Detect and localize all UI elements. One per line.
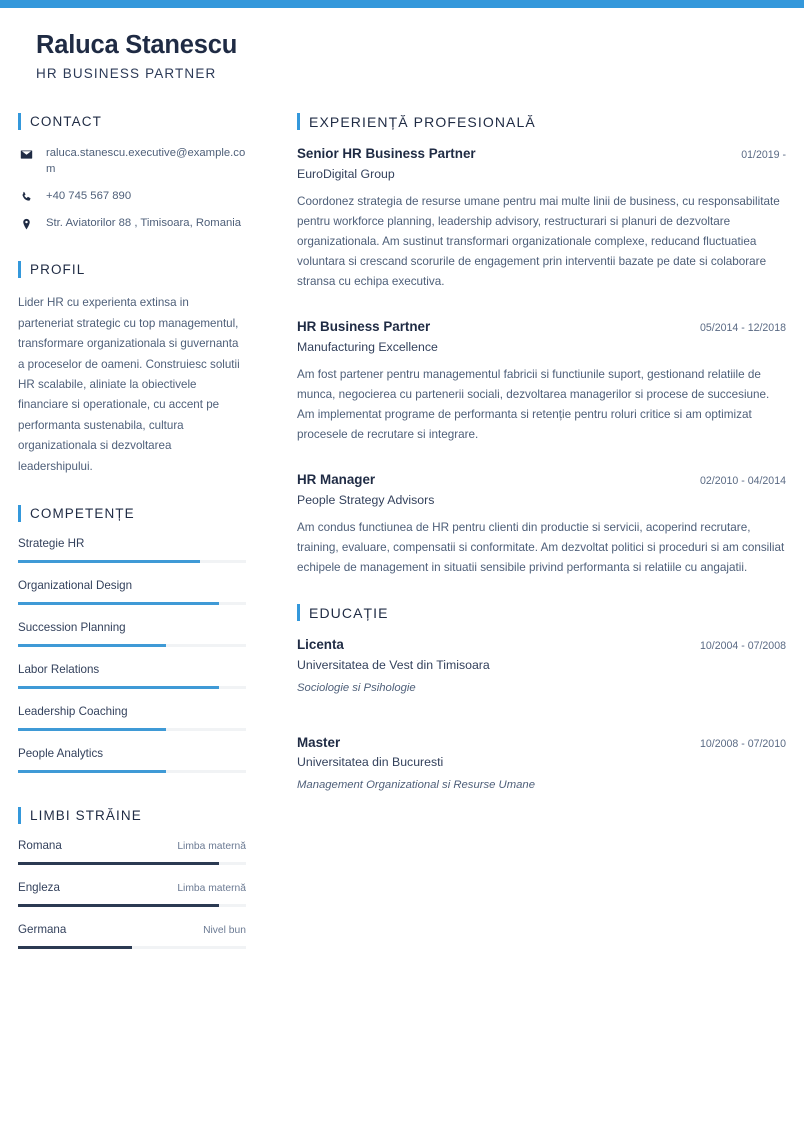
education-section [297, 604, 786, 791]
skills-section [18, 505, 246, 781]
experience-entry [297, 318, 786, 445]
contact-heading [18, 113, 246, 130]
education-date: 10/2004 - 07/2008 [699, 640, 786, 653]
section-marker-icon [297, 604, 300, 621]
language-item [18, 881, 246, 915]
experience-role: HR Manager [297, 472, 376, 488]
skills-heading-label: COMPETENȚE [30, 505, 135, 521]
education-degree: Licenta [297, 637, 344, 653]
skill-bar-track [18, 644, 246, 647]
language-bar-track [18, 862, 246, 865]
skill-label: Leadership Coaching [18, 704, 128, 718]
skill-label: People Analytics [18, 746, 104, 760]
skill-bar-fill [18, 686, 219, 689]
skill-item [18, 621, 246, 655]
contact-section [18, 113, 246, 231]
skill-bar-fill [18, 644, 166, 647]
language-item [18, 839, 246, 873]
contact-item-email[interactable] [18, 145, 246, 177]
languages-list [18, 839, 246, 957]
language-bar-fill [18, 862, 219, 865]
candidate-job-title: HR BUSINESS PARTNER [36, 66, 217, 82]
language-row [18, 839, 246, 852]
language-bar-fill [18, 946, 132, 949]
skills-heading [18, 505, 246, 522]
contact-item-address [18, 215, 246, 231]
experience-heading-label: EXPERIENȚĂ PROFESIONALĂ [309, 113, 536, 130]
skill-bar-track [18, 602, 246, 605]
profile-section [18, 261, 246, 477]
language-bar-track [18, 946, 246, 949]
education-heading [297, 604, 786, 621]
skill-label: Strategie HR [18, 536, 85, 550]
education-entry-header [297, 636, 786, 653]
language-name: Romana [18, 838, 62, 852]
skill-item [18, 663, 246, 697]
language-name: Germana [18, 922, 67, 936]
section-marker-icon [18, 807, 21, 824]
skill-label: Organizational Design [18, 578, 133, 592]
education-field: Sociologie si Psihologie [297, 681, 416, 694]
experience-heading [297, 113, 786, 130]
language-item [18, 923, 246, 957]
section-marker-icon [18, 261, 21, 278]
skill-bar-fill [18, 728, 166, 731]
experience-entry-header [297, 318, 786, 335]
language-bar-fill [18, 904, 219, 907]
skill-bar-fill [18, 770, 166, 773]
skill-bar-track [18, 560, 246, 563]
contact-email-value: raluca.stanescu.executive@example.com [46, 147, 246, 176]
skill-label: Succession Planning [18, 620, 126, 634]
education-date: 10/2008 - 07/2010 [699, 737, 786, 750]
map-pin-icon [18, 215, 34, 231]
skill-item [18, 705, 246, 739]
section-marker-icon [18, 113, 21, 130]
experience-entry [297, 471, 786, 578]
language-level-label: Nivel bun [203, 924, 246, 936]
education-heading-label: EDUCAȚIE [309, 604, 389, 621]
language-row [18, 923, 246, 936]
experience-date: 01/2019 - [741, 149, 786, 162]
experience-date: 02/2010 - 04/2014 [699, 475, 786, 488]
contact-address-value: Str. Aviatorilor 88 , Timisoara, Romania [46, 217, 242, 230]
resume-columns [0, 81, 804, 965]
experience-organization: People Strategy Advisors [297, 492, 435, 507]
main-column [264, 113, 804, 831]
experience-role: HR Business Partner [297, 319, 431, 335]
experience-description: Coordonez strategia de resurse umane pentru mai multe linii de business, cu responsabilitate pentru workforce planning, leadership advisory, restructurari si planuri de dezvoltare organizationala. Am sustinut transformari organizationale complexe, reducand fluctuatiea voluntara si crescand scorurile de engagement prin interventii bazate pe date si colaborare stransa cu echipa executiva. [297, 194, 780, 289]
profile-text: Lider HR cu experienta extinsa in parteneriat strategic cu top managementul, transformare organizationala si guvernanta a proceselor de oameni. Construiesc solutii HR scalabile, aliniate la obiectivele financiare si operationale, cu accent pe performanta sustenabila, cultura organizationala si dezvoltarea leadershipului. [18, 296, 240, 473]
education-school: Universitatea din Bucuresti [297, 754, 444, 769]
skill-bar-track [18, 770, 246, 773]
section-marker-icon [18, 505, 21, 522]
experience-entry-header [297, 471, 786, 488]
language-level-label: Limba maternă [177, 840, 246, 852]
education-entry [297, 734, 786, 791]
education-entry-header [297, 734, 786, 751]
education-field: Management Organizational si Resurse Umane [297, 778, 535, 791]
section-marker-icon [297, 113, 300, 130]
languages-heading [18, 807, 246, 824]
envelope-icon [18, 145, 34, 161]
candidate-name: Raluca Stanescu [36, 31, 238, 59]
phone-icon [18, 188, 34, 204]
language-level-label: Limba maternă [177, 882, 246, 894]
sidebar-column [0, 113, 264, 965]
language-name: Engleza [18, 880, 60, 894]
experience-entry [297, 145, 786, 292]
experience-list [297, 145, 786, 578]
top-accent-bar [0, 0, 804, 8]
experience-entry-header [297, 145, 786, 162]
experience-organization: Manufacturing Excellence [297, 339, 438, 354]
experience-description: Am condus functiunea de HR pentru clienti din productie si servicii, acoperind recrutare, training, evaluare, compensatii si conformitate. Am dezvoltat politici si proceduri si am consiliat echipele de management in situatii sensibile privind performanta si relatiile cu angajatii. [297, 520, 785, 574]
profile-heading-label: PROFIL [30, 262, 86, 278]
skill-bar-fill [18, 560, 200, 563]
contact-item-phone[interactable] [18, 188, 246, 204]
experience-description: Am fost partener pentru managementul fabricii si functiunile suport, gestionand relatiile de munca, negocierea cu partenerii sociali, dezvoltarea managerilor si procese de succesiune. Am implementat programe de performanta si retenție pentru roluri critice si am optimizat procesele de recrutare si integrare. [297, 367, 770, 442]
language-row [18, 881, 246, 894]
language-bar-track [18, 904, 246, 907]
experience-organization: EuroDigital Group [297, 166, 395, 181]
experience-date: 05/2014 - 12/2018 [699, 322, 786, 335]
languages-heading-label: LIMBI STRĂINE [30, 807, 142, 823]
profile-heading [18, 261, 246, 278]
skill-item [18, 537, 246, 571]
contact-phone-value: +40 745 567 890 [46, 190, 132, 203]
skill-item [18, 747, 246, 781]
skill-label: Labor Relations [18, 662, 100, 676]
education-school: Universitatea de Vest din Timisoara [297, 657, 490, 672]
languages-section [18, 807, 246, 957]
experience-section [297, 113, 786, 578]
skill-bar-track [18, 728, 246, 731]
contact-list [18, 145, 246, 231]
education-list [297, 636, 786, 791]
skill-item [18, 579, 246, 613]
resume-header [0, 8, 804, 81]
education-degree: Master [297, 734, 341, 750]
skills-list [18, 537, 246, 781]
experience-role: Senior HR Business Partner [297, 146, 476, 162]
education-entry [297, 636, 786, 693]
skill-bar-fill [18, 602, 219, 605]
contact-heading-label: CONTACT [30, 114, 102, 130]
skill-bar-track [18, 686, 246, 689]
